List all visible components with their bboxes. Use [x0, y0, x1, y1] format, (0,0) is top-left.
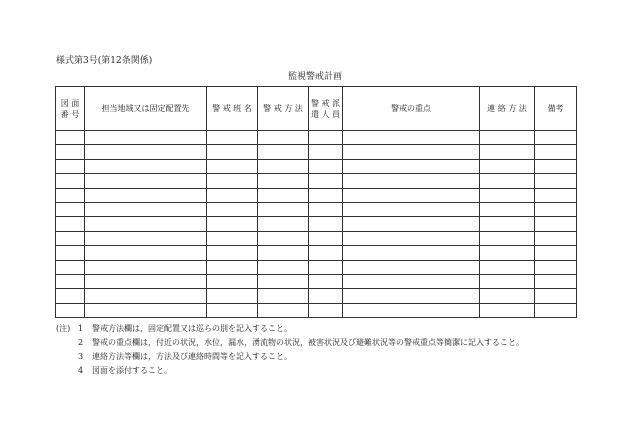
cell-contact-method[interactable] — [480, 246, 535, 260]
cell-watch-team-name[interactable] — [207, 202, 258, 216]
table-row — [56, 202, 577, 216]
cell-dispatched-personnel[interactable] — [309, 246, 343, 260]
cell-remarks[interactable] — [535, 174, 577, 188]
cell-watch-method[interactable] — [258, 303, 309, 317]
note-item — [56, 322, 524, 336]
cell-assigned-area[interactable] — [85, 188, 207, 202]
note-item — [56, 350, 524, 364]
note-text: 警戒の重点欄は，付近の状況，水位，漏水，湧流物の状況，被害状況及び避難状況等の警戒重点等簡潔に記入すること。 — [92, 338, 524, 347]
cell-map-number[interactable] — [56, 174, 85, 188]
cell-dispatched-personnel[interactable] — [309, 131, 343, 145]
cell-map-number[interactable] — [56, 246, 85, 260]
cell-watch-method[interactable] — [258, 174, 309, 188]
cell-watch-team-name[interactable] — [207, 145, 258, 159]
cell-contact-method[interactable] — [480, 174, 535, 188]
table-row — [56, 260, 577, 274]
cell-watch-focus[interactable] — [343, 131, 480, 145]
cell-map-number[interactable] — [56, 159, 85, 173]
cell-watch-method[interactable] — [258, 217, 309, 231]
header-watch-focus: 警戒の重点 — [343, 87, 480, 131]
header-row — [56, 87, 577, 131]
cell-dispatched-personnel[interactable] — [309, 289, 343, 303]
cell-remarks[interactable] — [535, 202, 577, 216]
table-row — [56, 174, 577, 188]
watch-plan-table — [55, 86, 577, 318]
header-map-number: 図 面 番 号 — [56, 87, 85, 131]
cell-contact-method[interactable] — [480, 260, 535, 274]
header-watch-method: 警 戒 方 法 — [258, 87, 309, 131]
header-remarks: 備考 — [535, 87, 577, 131]
cell-remarks[interactable] — [535, 159, 577, 173]
cell-watch-method[interactable] — [258, 131, 309, 145]
cell-watch-method[interactable] — [258, 274, 309, 288]
table-row — [56, 246, 577, 260]
cell-dispatched-personnel[interactable] — [309, 217, 343, 231]
table-row — [56, 188, 577, 202]
table-row — [56, 159, 577, 173]
cell-watch-focus[interactable] — [343, 231, 480, 245]
cell-watch-method[interactable] — [258, 159, 309, 173]
cell-watch-team-name[interactable] — [207, 246, 258, 260]
note-number: 3 — [78, 352, 84, 361]
cell-dispatched-personnel[interactable] — [309, 145, 343, 159]
cell-assigned-area[interactable] — [85, 246, 207, 260]
table-row — [56, 131, 577, 145]
cell-remarks[interactable] — [535, 303, 577, 317]
cell-dispatched-personnel[interactable] — [309, 159, 343, 173]
cell-assigned-area[interactable] — [85, 159, 207, 173]
cell-watch-team-name[interactable] — [207, 231, 258, 245]
document-title: 監視警戒計画 — [287, 72, 342, 82]
note-number: 4 — [78, 366, 84, 375]
cell-watch-team-name[interactable] — [207, 274, 258, 288]
cell-watch-team-name[interactable] — [207, 217, 258, 231]
table-row — [56, 303, 577, 317]
note-item — [56, 364, 524, 378]
cell-watch-method[interactable] — [258, 188, 309, 202]
cell-watch-method[interactable] — [258, 202, 309, 216]
cell-watch-team-name[interactable] — [207, 159, 258, 173]
table-body — [56, 131, 577, 318]
header-contact-method: 連 絡 方 法 — [480, 87, 535, 131]
cell-watch-focus[interactable] — [343, 202, 480, 216]
cell-assigned-area[interactable] — [85, 274, 207, 288]
cell-contact-method[interactable] — [480, 202, 535, 216]
cell-map-number[interactable] — [56, 289, 85, 303]
cell-map-number[interactable] — [56, 231, 85, 245]
cell-contact-method[interactable] — [480, 231, 535, 245]
cell-watch-focus[interactable] — [343, 246, 480, 260]
cell-remarks[interactable] — [535, 217, 577, 231]
cell-watch-focus[interactable] — [343, 159, 480, 173]
note-text: 警戒方法欄は，固定配置又は巡らの別を記入すること。 — [92, 324, 292, 333]
cell-dispatched-personnel[interactable] — [309, 231, 343, 245]
cell-contact-method[interactable] — [480, 217, 535, 231]
note-item — [56, 336, 524, 350]
cell-dispatched-personnel[interactable] — [309, 274, 343, 288]
cell-remarks[interactable] — [535, 188, 577, 202]
form-label: 様式第3号(第12条関係) — [56, 56, 153, 66]
cell-map-number[interactable] — [56, 145, 85, 159]
cell-watch-method[interactable] — [258, 246, 309, 260]
cell-watch-team-name[interactable] — [207, 289, 258, 303]
note-text: 連絡方法等欄は，方法及び連絡時間等を記入すること。 — [92, 352, 292, 361]
cell-contact-method[interactable] — [480, 131, 535, 145]
cell-watch-focus[interactable] — [343, 145, 480, 159]
header-watch-team-name: 警 戒 班 名 — [207, 87, 258, 131]
cell-dispatched-personnel[interactable] — [309, 174, 343, 188]
cell-watch-method[interactable] — [258, 260, 309, 274]
cell-remarks[interactable] — [535, 131, 577, 145]
cell-map-number[interactable] — [56, 202, 85, 216]
table-row — [56, 145, 577, 159]
cell-assigned-area[interactable] — [85, 217, 207, 231]
cell-watch-team-name[interactable] — [207, 260, 258, 274]
table-row — [56, 231, 577, 245]
table-row — [56, 274, 577, 288]
cell-remarks[interactable] — [535, 231, 577, 245]
cell-contact-method[interactable] — [480, 145, 535, 159]
cell-watch-team-name[interactable] — [207, 188, 258, 202]
cell-map-number[interactable] — [56, 274, 85, 288]
header-dispatched-personnel: 警 戒 派 遣 人 員 — [309, 87, 343, 131]
cell-remarks[interactable] — [535, 274, 577, 288]
cell-watch-focus[interactable] — [343, 188, 480, 202]
cell-assigned-area[interactable] — [85, 174, 207, 188]
cell-map-number[interactable] — [56, 260, 85, 274]
cell-remarks[interactable] — [535, 145, 577, 159]
cell-map-number[interactable] — [56, 131, 85, 145]
notes-prefix: (注) — [56, 324, 71, 333]
cell-watch-focus[interactable] — [343, 260, 480, 274]
cell-map-number[interactable] — [56, 303, 85, 317]
cell-assigned-area[interactable] — [85, 303, 207, 317]
cell-watch-method[interactable] — [258, 231, 309, 245]
cell-watch-focus[interactable] — [343, 174, 480, 188]
notes-section — [56, 322, 524, 378]
cell-remarks[interactable] — [535, 246, 577, 260]
cell-assigned-area[interactable] — [85, 260, 207, 274]
cell-assigned-area[interactable] — [85, 231, 207, 245]
cell-remarks[interactable] — [535, 289, 577, 303]
cell-assigned-area[interactable] — [85, 289, 207, 303]
cell-contact-method[interactable] — [480, 188, 535, 202]
cell-assigned-area[interactable] — [85, 202, 207, 216]
cell-assigned-area[interactable] — [85, 145, 207, 159]
cell-remarks[interactable] — [535, 260, 577, 274]
cell-watch-focus[interactable] — [343, 217, 480, 231]
cell-watch-focus[interactable] — [343, 274, 480, 288]
cell-assigned-area[interactable] — [85, 131, 207, 145]
cell-watch-method[interactable] — [258, 289, 309, 303]
table-row — [56, 217, 577, 231]
note-text: 図面を添付すること。 — [92, 366, 172, 375]
cell-contact-method[interactable] — [480, 274, 535, 288]
cell-dispatched-personnel[interactable] — [309, 303, 343, 317]
cell-watch-team-name[interactable] — [207, 303, 258, 317]
cell-dispatched-personnel[interactable] — [309, 188, 343, 202]
cell-contact-method[interactable] — [480, 289, 535, 303]
cell-watch-focus[interactable] — [343, 289, 480, 303]
table-row — [56, 289, 577, 303]
cell-map-number[interactable] — [56, 188, 85, 202]
note-number: 2 — [78, 338, 84, 347]
cell-dispatched-personnel[interactable] — [309, 260, 343, 274]
cell-watch-focus[interactable] — [343, 303, 480, 317]
cell-watch-team-name[interactable] — [207, 174, 258, 188]
header-assigned-area: 担当地域又は固定配置先 — [85, 87, 207, 131]
note-number: 1 — [78, 324, 84, 333]
cell-contact-method[interactable] — [480, 159, 535, 173]
cell-watch-team-name[interactable] — [207, 131, 258, 145]
cell-watch-method[interactable] — [258, 145, 309, 159]
cell-dispatched-personnel[interactable] — [309, 202, 343, 216]
cell-contact-method[interactable] — [480, 303, 535, 317]
cell-map-number[interactable] — [56, 217, 85, 231]
